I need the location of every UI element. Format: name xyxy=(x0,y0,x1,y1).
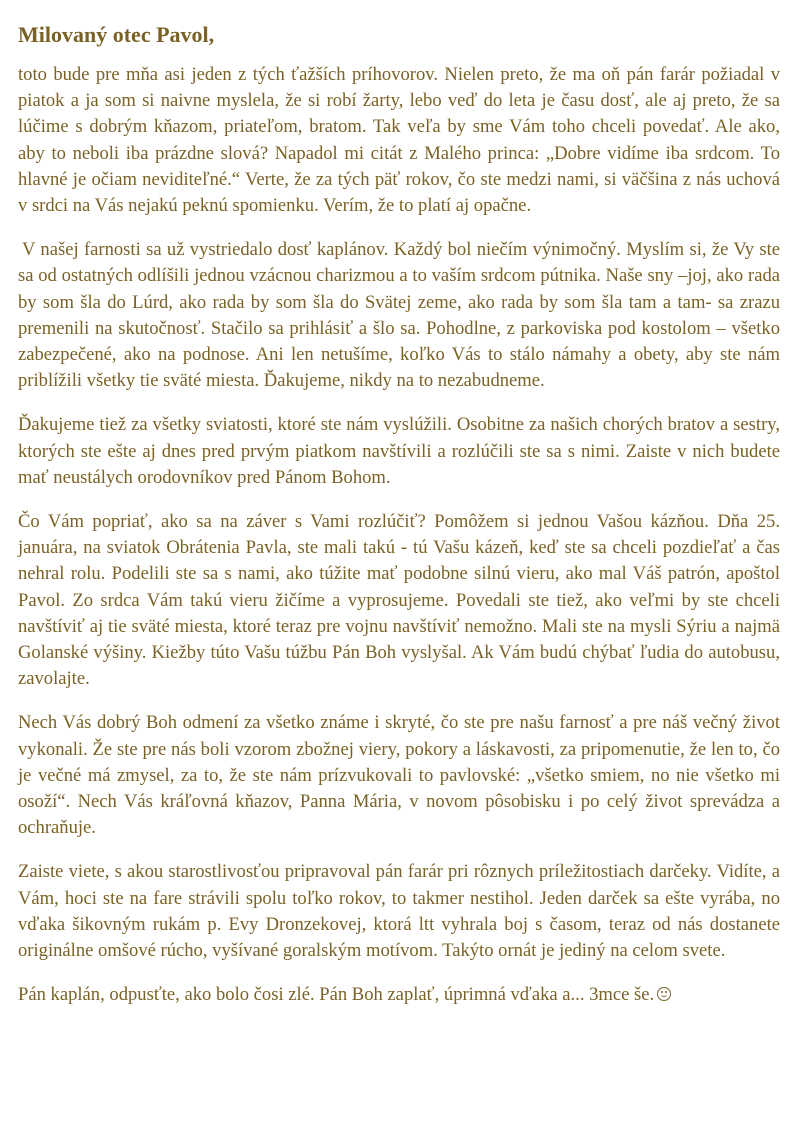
smiley-face-icon xyxy=(657,987,671,1001)
letter-salutation: Milovaný otec Pavol, xyxy=(18,22,215,47)
letter-paragraph-6: Zaiste viete, s akou starostlivosťou pripravoval pán farár pri rôznych príležitostiach darčeky. Vidíte, a Vám, hoci ste na fare strávili spolu toľko rokov, to takmer nestihol. Jeden darček sa ešte vyrába, no vďaka šikovným rukám p. Evy Dronzekovej, ktorá ltt vyhrala boj s časom, teraz od nás dostanete originálne omšové rúcho, vyšívané goralským motívom. Takýto ornát je jediný na celom svete. xyxy=(18,861,780,962)
letter-paragraph-1: toto bude pre mňa asi jeden z tých ťažších príhovorov. Nielen preto, že ma oň pán farár požiadal v piatok a ja som si naivne myslela, že si robí žarty, lebo veď do leta je času dosť, ale aj preto, že sa lúčime s dobrým kňazom, priateľom, bratom. Tak veľa by sme Vám toho chceli povedať. Ale ako, aby to neboli iba prázdne slová? Napadol mi citát z Malého princa: „Dobre vidíme iba srdcom. To hlavné je očiam neviditeľné.“ Verte, že za tých päť rokov, čo ste medzi nami, si väčšina z nás uchová v srdci na Vás nejakú peknú spomienku. Verím, že to platí aj opačne. xyxy=(18,64,780,217)
letter-closing-line xyxy=(18,982,780,1008)
letter-closing-text: Pán kaplán, odpusťte, ako bolo čosi zlé. Pán Boh zaplať, úprimná vďaka a... 3mce še. xyxy=(18,984,655,1006)
letter-paragraph-4: Čo Vám popriať, ako sa na záver s Vami rozlúčiť? Pomôžem si jednou Vašou kázňou. Dňa 25. januára, na sviatok Obrátenia Pavla, ste mali takú - tú Vašu kázeň, keď ste sa chceli pozdieľať a čas nehral rolu. Podelili ste sa s nami, ako túžite mať podobne silnú vieru, ako mal Váš patrón, apoštol Pavol. Zo srdca Vám takú vieru žičíme a vyprosujeme. Povedali ste tiež, ako veľmi by ste chceli navštíviť aj tie sväté miesta, ktoré teraz pre vojnu navštíviť nemožno. Mali ste na mysli Sýriu a najmä Golanské výšiny. Kiežby túto Vašu túžbu Pán Boh vyslyšal. Ak Vám budú chýbať ľudia do autobusu, zavolajte. xyxy=(18,511,780,690)
letter-paragraph-2: V našej farnosti sa už vystriedalo dosť kaplánov. Každý bol niečím výnimočný. Myslím si, že Vy ste sa od ostatných odlíšili jednou vzácnou charizmou a to vaším srdcom pútnika. Naše sny –joj, ako rada by som šla do Lúrd, ako rada by som šla do Svätej zeme, ako rada by som šla tam a tam- sa zrazu premenili na skutočnosť. Stačilo sa prihlásiť a šlo sa. Pohodlne, z parkoviska pod kostolom – všetko zabezpečené, ako na podnose. Ani len netušíme, koľko Vás to stálo námahy a obety, aby ste nám priblížili všetky tie sväté miesta. Ďakujeme, nikdy na to nezabudneme. xyxy=(18,239,780,392)
letter-paragraph-3: Ďakujeme tiež za všetky sviatosti, ktoré ste nám vyslúžili. Osobitne za našich chorých bratov a sestry, ktorých ste ešte aj dnes pred prvým piatkom navštívili a rozlúčili ste sa s nimi. Zaiste v nich budete mať neustálych orodovníkov pred Pánom Bohom. xyxy=(18,414,780,488)
letter-paragraph-5: Nech Vás dobrý Boh odmení za všetko známe i skryté, čo ste pre našu farnosť a pre náš večný život vykonali. Že ste pre nás boli vzorom zbožnej viery, pokory a láskavosti, za pripomenutie, že len to, čo je večné má zmysel, za to, že ste nám prízvukovali to pavlovské: „všetko smiem, no nie všetko mi osoží“. Nech Vás kráľovná kňazov, Panna Mária, v novom pôsobisku i po celý život sprevádza a ochraňuje. xyxy=(18,712,780,839)
